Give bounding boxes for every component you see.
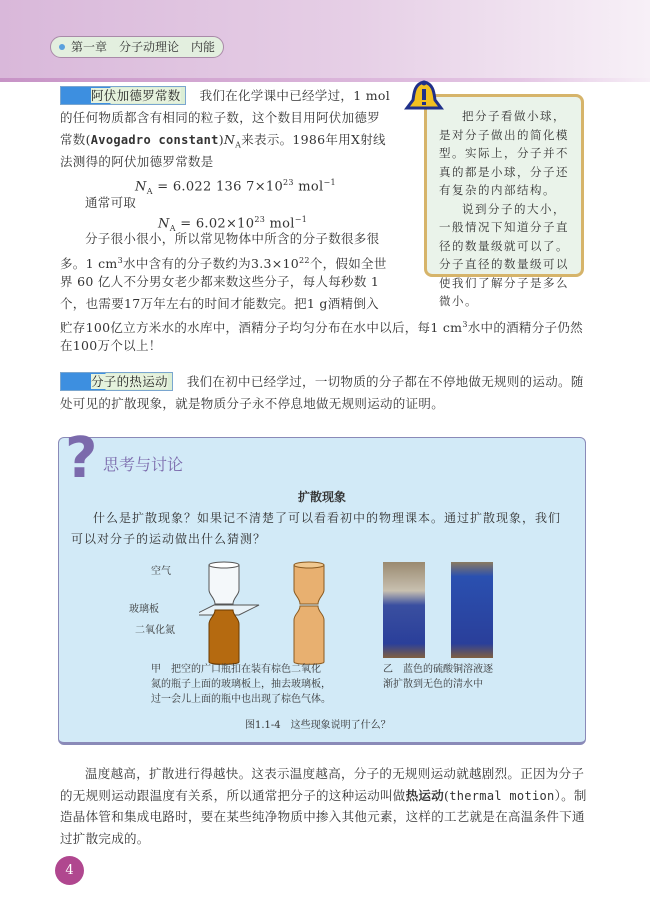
text-line: 的任何物质都含有相同的粒子数，这个数目用阿伏加德罗	[60, 110, 381, 125]
text-line	[60, 786, 587, 806]
text: 水中的酒精分子仍然	[467, 320, 583, 336]
term-bold: 热运动	[405, 788, 445, 803]
section-label-text: 阿伏加德罗常数	[91, 88, 181, 103]
photo-copper-sulfate-later	[451, 562, 493, 658]
text-line	[60, 315, 583, 338]
text-line: 什么是扩散现象？如果记不清楚了可以看看初中的物理课本。通过扩散现象，我们	[93, 511, 562, 525]
note-paragraph: 把分子看做小球，是对分子做出的简化模型。实际上，分子并不真的都是小球，分子还有复杂的内部结构。	[439, 109, 569, 197]
text: )	[218, 132, 224, 147]
text-line: 法测得的阿伏加德罗常数是	[60, 154, 214, 169]
symbol: N	[135, 179, 147, 195]
bullet-icon	[59, 44, 65, 50]
exponent: −1	[294, 215, 308, 224]
text: 个，假如全世	[309, 256, 387, 272]
exponent: 22	[299, 256, 310, 265]
exponent: −1	[323, 178, 336, 187]
caption-a-line: 过一会儿上面的瓶中也出现了棕色气体。	[151, 694, 331, 705]
section-label	[60, 372, 173, 391]
text: 水中含有的分子数约为3.3×10	[122, 256, 300, 272]
figure-caption: 图1.1-4 这些现象说明了什么？	[245, 720, 391, 731]
note-paragraph: 说到分子的大小，一般情况下知道分子直径的数量级就可以了。分子直径的数量级可以使我们了解分子是多么微小。	[439, 201, 569, 308]
text: 来表示。1986年用X射线	[241, 132, 386, 147]
section-label-text: 分子的热运动	[91, 374, 168, 389]
question-mark-icon: ?	[65, 426, 98, 491]
section-label	[60, 86, 186, 105]
text: 常数(	[60, 132, 91, 147]
exponent: 23	[254, 215, 266, 224]
english-term: Avogadro constant	[90, 133, 219, 147]
formula-exact	[135, 173, 336, 202]
text: 我们在化学课中已经学过，1 mol	[199, 88, 391, 103]
text-line	[60, 251, 387, 274]
side-note	[424, 94, 584, 308]
text-line: 在100万个以上！	[60, 338, 162, 353]
header-divider	[0, 78, 650, 82]
text-line: 个，也需要17万年左右的时间才能数完。把1 g酒精倒入	[60, 296, 379, 311]
exponent: 3	[462, 320, 468, 329]
box-subtitle: 扩散现象	[297, 490, 346, 504]
symbol-sub: A	[146, 186, 153, 196]
text-line	[60, 372, 584, 392]
think-discuss-box	[58, 426, 586, 745]
diffusion-jars-illustration	[199, 560, 389, 670]
english-term: thermal motion	[449, 789, 555, 803]
formula-value: = 6.02×10	[175, 216, 255, 232]
text: 多。1 cm	[60, 256, 118, 272]
text-line: 可以对分子的运动做出什么猜测？	[71, 532, 267, 546]
page-number: 4	[55, 856, 84, 885]
chapter-pill	[50, 36, 224, 58]
unit: mol	[265, 216, 295, 232]
caption-a-line: 甲 把空的广口瓶扣在装有棕色二氧化	[151, 664, 321, 675]
exponent: 3	[117, 256, 123, 265]
symbol-sub: A	[235, 140, 242, 150]
symbol: N	[223, 132, 236, 147]
text-line: 分子很小很小，所以常见物体中所含的分子数很多很	[85, 231, 380, 246]
caption-b-line: 乙 蓝色的硫酸铜溶液逐	[383, 664, 493, 675]
formula-value: = 6.022 136 7×10	[152, 179, 284, 195]
symbol-sub: A	[169, 223, 176, 233]
text-line	[60, 86, 390, 106]
caption-a-line: 氮的瓶子上面的玻璃板上，抽去玻璃板，	[151, 679, 331, 690]
text: (	[444, 788, 450, 803]
label-air: 空气	[151, 566, 171, 577]
caption-b-line: 渐扩散到无色的清水中	[383, 679, 483, 690]
text-line: 界 60 亿人不分男女老少都来数这些分子，每人每秒数 1	[60, 274, 380, 289]
text-line: 造晶体管和集成电路时，要在某些纯净物质中掺入其他元素，这样的工艺就是在高温条件下通	[60, 809, 585, 824]
label-no2: 二氧化氮	[135, 625, 175, 636]
symbol: N	[158, 216, 170, 232]
text-line: 温度越高，扩散进行得越快。这表示温度越高，分子的无规则运动就越剧烈。正因为分子	[85, 766, 585, 781]
text: 我们在初中已经学过，一切物质的分子都在不停地做无规则的运动。随	[186, 374, 584, 389]
photo-copper-sulfate-start	[383, 562, 425, 658]
text-line: 处可见的扩散现象，就是物质分子永不停息地做无规则运动的证明。	[60, 396, 445, 411]
text: 贮存100亿立方米水的水库中，酒精分子均匀分布在水中以后，每1 cm	[60, 320, 463, 336]
bell-warning-icon	[404, 80, 444, 114]
text: ）。制	[554, 788, 587, 803]
exponent: 23	[283, 178, 294, 187]
text: 的无规则运动跟温度有关系，所以通常把分子的这种运动叫做	[60, 788, 406, 803]
box-title: 思考与讨论	[103, 455, 184, 474]
chapter-title: 第一章 分子动理论 内能	[71, 40, 216, 54]
text-line: 过扩散完成的。	[60, 831, 150, 846]
unit: mol	[293, 179, 324, 195]
label-glass-plate: 玻璃板	[129, 604, 159, 615]
text-line: 通常可取	[85, 195, 137, 210]
